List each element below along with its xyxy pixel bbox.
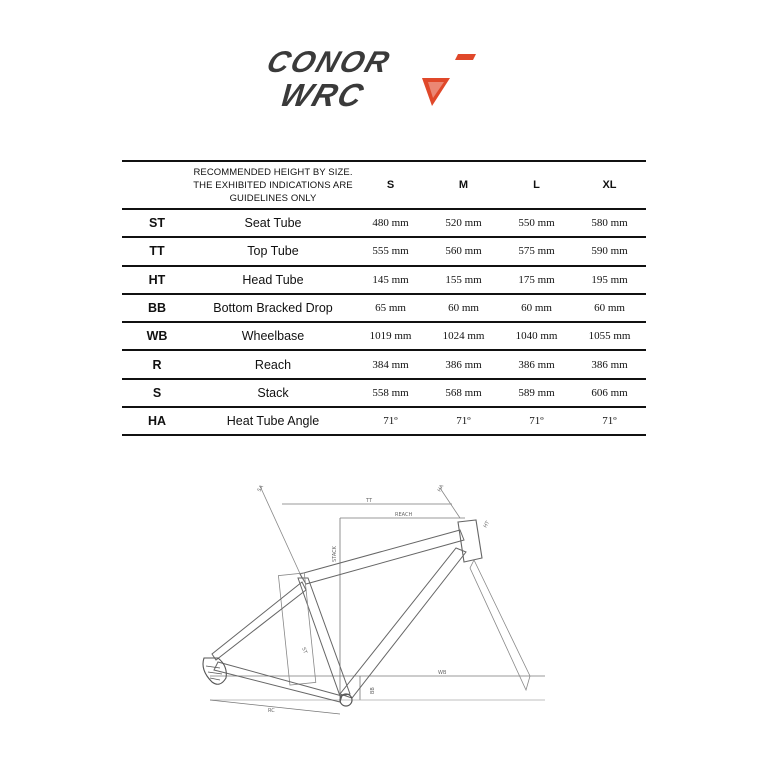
header-size-m: M — [458, 179, 469, 191]
row-value: 71º — [456, 415, 471, 428]
row-value: 560 mm — [445, 245, 482, 258]
chain-stay — [214, 662, 342, 702]
seat-tube — [298, 578, 350, 696]
row-value: 71º — [383, 415, 398, 428]
seat-stay — [212, 582, 306, 660]
table-row — [122, 209, 646, 237]
row-value: 145 mm — [372, 273, 409, 286]
brand-line2: WRC — [275, 76, 370, 113]
row-abbr: BB — [147, 301, 167, 316]
row-value: 558 mm — [372, 386, 409, 399]
row-value: 384 mm — [372, 358, 409, 371]
row-name: Wheelbase — [241, 329, 305, 344]
row-value: 1055 mm — [588, 330, 631, 343]
row-name: Top Tube — [247, 244, 299, 259]
row-value: 1040 mm — [515, 330, 558, 343]
header-size-s: S — [386, 179, 395, 191]
row-value: 195 mm — [591, 273, 628, 286]
label-tt: TT — [366, 498, 373, 504]
seat-clamp — [278, 573, 315, 685]
row-abbr: ST — [149, 216, 165, 231]
row-value: 65 mm — [375, 302, 406, 315]
row-value: 606 mm — [591, 386, 628, 399]
down-tube — [340, 548, 466, 698]
label-rc: RC — [268, 708, 275, 714]
header-note — [192, 161, 354, 209]
row-value: 175 mm — [518, 273, 555, 286]
row-name: Reach — [254, 357, 292, 372]
top-tube — [300, 530, 464, 584]
rc-dimension-line — [210, 700, 340, 714]
label-ht: HT — [482, 520, 492, 529]
row-abbr: WB — [146, 329, 168, 344]
sa-angle-line — [260, 486, 302, 578]
table-row — [122, 322, 646, 350]
row-value: 386 mm — [518, 358, 555, 371]
brand-line1: CONOR — [262, 44, 396, 79]
label-ha: HA — [436, 483, 446, 493]
header-note-line: THE EXHIBITED INDICATIONS ARE — [193, 179, 353, 191]
header-blank — [122, 161, 192, 209]
row-name: Seat Tube — [244, 216, 302, 231]
row-abbr: S — [152, 385, 162, 400]
row-value: 60 mm — [521, 302, 552, 315]
header-size-l: L — [533, 179, 540, 191]
fork-leg — [470, 560, 530, 690]
label-wb: WB — [438, 670, 447, 676]
row-value: 71º — [602, 415, 617, 428]
row-value: 555 mm — [372, 245, 409, 258]
label-bb: BB — [370, 687, 376, 694]
row-value: 575 mm — [518, 245, 555, 258]
table-row — [122, 407, 646, 435]
row-abbr: TT — [149, 244, 165, 259]
table-row — [122, 379, 646, 407]
brand-logo — [262, 44, 482, 114]
label-stack: STACK — [332, 546, 338, 562]
row-name: Bottom Bracked Drop — [213, 301, 333, 316]
row-name: Stack — [257, 385, 289, 400]
row-value: 1019 mm — [369, 330, 412, 343]
row-value: 71º — [529, 415, 544, 428]
row-abbr: R — [152, 357, 162, 372]
row-abbr: HT — [148, 272, 166, 287]
row-name: Heat Tube Angle — [226, 414, 320, 429]
row-value: 520 mm — [445, 217, 482, 230]
row-value: 60 mm — [594, 302, 625, 315]
label-st: ST — [300, 646, 308, 655]
row-value: 590 mm — [591, 245, 628, 258]
row-name: Head Tube — [242, 272, 304, 287]
row-value: 386 mm — [445, 358, 482, 371]
label-sa: SA — [256, 484, 266, 493]
table-row — [122, 266, 646, 294]
row-value: 589 mm — [518, 386, 555, 399]
row-value: 1024 mm — [442, 330, 485, 343]
row-value: 580 mm — [591, 217, 628, 230]
table-row — [122, 350, 646, 378]
row-value: 568 mm — [445, 386, 482, 399]
header-note-line: RECOMMENDED HEIGHT BY SIZE. — [193, 166, 353, 178]
table-header-row — [122, 161, 646, 209]
label-reach: REACH — [395, 512, 413, 518]
row-value: 155 mm — [445, 273, 482, 286]
row-value: 386 mm — [591, 358, 628, 371]
row-value: 550 mm — [518, 217, 555, 230]
table-row — [122, 294, 646, 322]
row-value: 480 mm — [372, 217, 409, 230]
ha-angle-line — [440, 488, 460, 518]
geometry-table — [122, 160, 646, 436]
header-note-line: GUIDELINES ONLY — [229, 192, 317, 204]
frame-geometry-diagram — [190, 478, 550, 718]
table-row — [122, 237, 646, 265]
row-value: 60 mm — [448, 302, 479, 315]
rear-dropout — [203, 658, 226, 684]
brand-logo-wordmark — [263, 45, 396, 113]
row-abbr: HA — [147, 414, 167, 429]
brand-accent-dash — [455, 54, 476, 60]
header-size-xl: XL — [602, 179, 617, 191]
